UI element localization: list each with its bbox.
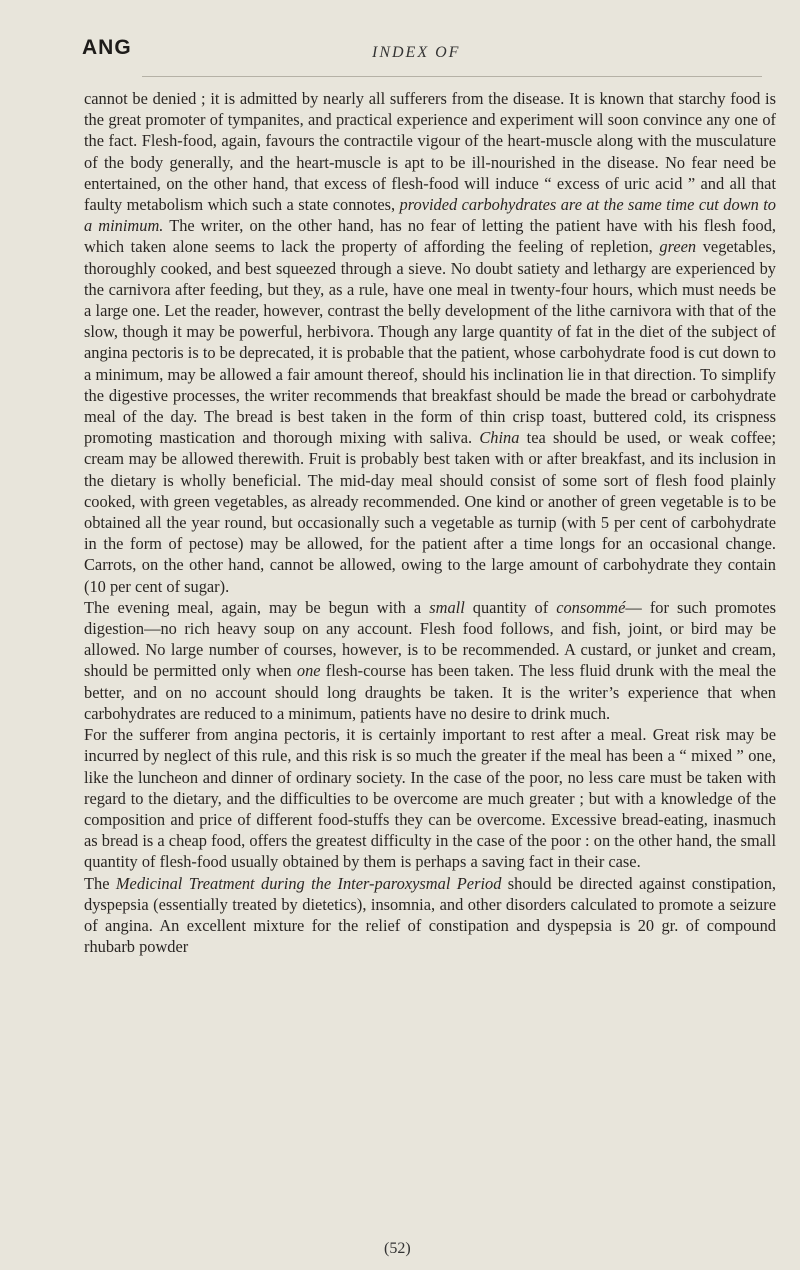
italic-run: small bbox=[429, 597, 465, 617]
page-header bbox=[82, 36, 772, 76]
text-run: vegetables, thoroughly cooked, and best squeezed through a sieve. No doubt satiety and lethargy are experienced by the carnivora after feeding, but they, as a rule, have one meal in twenty-four hours, which must needs be a large one. Let the reader, however, contrast the belly development of the lithe carnivora with that of the slow, though it may be powerful, herbivora. Though any large quantity of fat in the diet of the subject of angina pectoris is to be deprecated, it is probable that the patient, whose carbohydrate food is cut down to a minimum, may be allowed a fair amount thereof, should his inclination lie in that direction. To simplify the digestive processes, the writer recommends that breakfast should be made the bread or carbohydrate meal of the day. The bread is best taken in the form of thin crisp toast, buttered cold, its crispness promoting mastication and thorough mixing with saliva. bbox=[84, 237, 776, 448]
header-rule bbox=[142, 76, 762, 77]
text-run: The evening meal, again, may be begun with a bbox=[84, 597, 430, 617]
text-run: The bbox=[84, 873, 116, 893]
paragraph bbox=[84, 873, 776, 958]
text-run: The writer, on the other hand, has no fear of letting the patient have with his flesh food, which taken alone seems to lack the property of affording the feeling of repletion, bbox=[84, 216, 776, 257]
running-head: ANG bbox=[82, 36, 132, 59]
header-title: INDEX OF bbox=[372, 44, 461, 61]
paragraph bbox=[84, 88, 776, 597]
italic-run: consommé bbox=[556, 597, 626, 617]
text-run: tea should be used, or weak coffee; cream may be allowed therewith. Fruit is probably best taken with or after breakfast, and its inclusion in the dietary is wholly beneficial. The mid-day meal should consist of some sort of flesh food plainly cooked, with green vegetables, as already recommended. One kind or another of green vegetable is to be obtained all the year round, but occasionally such a vegetable as turnip (with 5 per cent of carbohydrate in the form of pectose) may be allowed, for the patient after a time longs for an occasional change. Carrots, on the other hand, cannot be allowed, owing to the large amount of carbohydrate they contain (10 per cent of sugar). bbox=[84, 428, 777, 596]
italic-run: one bbox=[296, 661, 321, 681]
text-run: flesh-course has been taken. The less fluid drunk with the meal the better, and on no account should long draughts be taken. It is the writer’s experience that when carbohydrates are reduced to a minimum, patients have no desire to drink much. bbox=[84, 661, 776, 723]
text-run: — for such promotes digestion—no rich heavy soup on any account. Flesh food follows, and fish, joint, or bird may be allowed. No large number of courses, however, is to be recommended. A custard, or junket and cream, should be permitted only when bbox=[84, 597, 777, 681]
text-run: For the sufferer from angina pectoris, it is certainly important to rest after a meal. Great risk may be incurred by neglect of this rule, and this risk is so much the greater if the meal has been a “ mixed ” one, like the luncheon and dinner of ordinary society. In the case of the poor, no less care must be taken with regard to the dietary, and the difficulties to be overcome are much greater ; but with a knowledge of the composition and price of different food-stuffs they can be overcome. Excessive bread-eating, inasmuch as bread is a cheap food, offers the greatest difficulty in the case of the poor : on the other hand, the small quantity of flesh-food usually obtained by them is perhaps a saving fact in their case. bbox=[84, 725, 776, 872]
text-run: cannot be denied ; it is admitted by nearly all sufferers from the disease. It is known that starchy food is the great promoter of tympanites, and practical experience and experiment will soon convince any one of the fact. Flesh-food, again, favours the contractile vigour of the heart-muscle along with the musculature of the body generally, and the heart-muscle is apt to be ill-nourished in the disease. No fear need be entertained, on the other hand, that excess of flesh-food will induce “ excess of uric acid ” and all that faulty metabolism which such a state connotes, bbox=[84, 89, 776, 215]
text-run: quantity of bbox=[464, 597, 557, 617]
italic-run: Medicinal Treatment during the Inter-paroxysmal Period bbox=[115, 873, 502, 893]
body-text bbox=[84, 88, 776, 957]
paragraph bbox=[84, 597, 776, 724]
page-number: (52) bbox=[384, 1240, 411, 1257]
italic-run: provided carbohydrates are at the same time cut down to a minimum. bbox=[84, 195, 776, 236]
italic-run: China bbox=[479, 428, 520, 448]
italic-run: green bbox=[659, 237, 697, 257]
paragraph bbox=[84, 724, 776, 872]
text-run: should be directed against constipation, dyspepsia (essentially treated by dietetics), insomnia, and other disorders calculated to promote a seizure of angina. An excellent mixture for the relief of constipation and dyspepsia is 20 gr. of compound rhubarb powder bbox=[84, 873, 776, 957]
